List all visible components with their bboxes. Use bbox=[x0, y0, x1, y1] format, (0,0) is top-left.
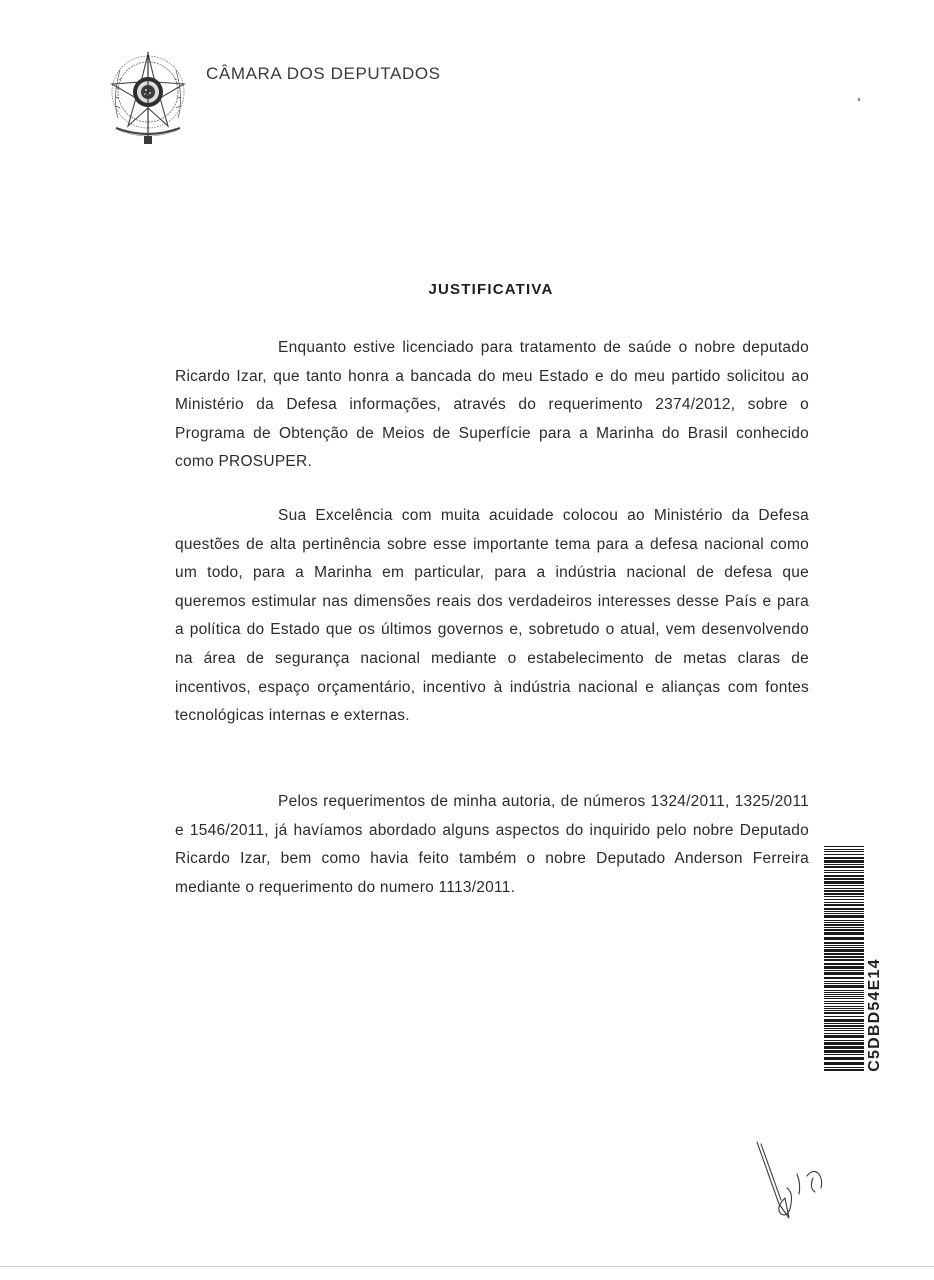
barcode-bar bbox=[824, 1042, 864, 1045]
barcode-icon bbox=[824, 846, 864, 1072]
barcode-bar bbox=[824, 866, 864, 868]
barcode-bar bbox=[824, 959, 864, 961]
barcode-bar bbox=[824, 1012, 864, 1014]
barcode-bar bbox=[824, 937, 864, 940]
barcode-bar bbox=[824, 1016, 864, 1017]
barcode-bar bbox=[824, 924, 864, 926]
barcode-bar bbox=[824, 878, 864, 880]
paragraph-2-text: Sua Excelência com muita acuidade colocou ao Ministério da Defesa questões de alta pertinência sobre esse importante tema para a defesa nacional como um todo, para a Marinha em particular, para a indústria nacional de defesa que queremos estimular nas dimensões reais dos verdadeiros interesses desse País e para a política do Estado que os últimos governos e, sobretudo o atual, vem desenvolvendo na área de segurança nacional mediante o estabelecimento de metas claras de incentivos, espaço orçamentário, incentivo à indústria nacional e alianças com fontes tecnológicas internas e externas. bbox=[175, 507, 809, 725]
barcode-bar bbox=[824, 981, 864, 982]
barcode-bar bbox=[824, 983, 864, 984]
barcode-bar bbox=[824, 872, 864, 873]
barcode-bar bbox=[824, 1006, 864, 1007]
scan-speck bbox=[858, 98, 860, 101]
barcode-bar bbox=[824, 956, 864, 958]
barcode-bar bbox=[824, 990, 864, 991]
page-bottom-edge bbox=[0, 1266, 934, 1267]
barcode-bar bbox=[824, 1010, 864, 1011]
barcode-bar bbox=[824, 920, 864, 921]
barcode-bar bbox=[824, 994, 864, 995]
barcode-bar bbox=[824, 1030, 864, 1031]
barcode-bar bbox=[824, 922, 864, 923]
barcode-bar bbox=[824, 929, 864, 931]
barcode-bar bbox=[824, 857, 864, 859]
handwritten-initials-icon bbox=[745, 1138, 840, 1220]
barcode-bar bbox=[824, 849, 864, 850]
document-title: JUSTIFICATIVA bbox=[428, 281, 554, 298]
barcode-bar bbox=[824, 902, 864, 903]
barcode-bar bbox=[824, 851, 864, 852]
organization-name: CÂMARA DOS DEPUTADOS bbox=[206, 64, 441, 83]
barcode-bar bbox=[824, 888, 864, 889]
barcode-bar bbox=[824, 893, 864, 895]
coat-of-arms-icon bbox=[108, 48, 196, 148]
barcode-bar bbox=[824, 953, 864, 955]
barcode-bar bbox=[824, 890, 864, 892]
barcode-bar bbox=[824, 854, 864, 855]
barcode-bar bbox=[824, 932, 864, 935]
barcode-bar bbox=[824, 963, 864, 965]
barcode-bar bbox=[824, 908, 864, 910]
barcode-bar bbox=[824, 1057, 864, 1060]
barcode-bar bbox=[824, 1050, 864, 1053]
paragraph-1 bbox=[175, 334, 809, 477]
barcode-bar bbox=[824, 1025, 864, 1027]
barcode-bar bbox=[824, 881, 864, 884]
barcode-bar bbox=[824, 885, 864, 886]
barcode-bar bbox=[824, 927, 864, 928]
barcode-bar bbox=[824, 899, 864, 900]
barcode-bar bbox=[824, 860, 864, 863]
barcode-bar bbox=[824, 1019, 864, 1022]
barcode-bar bbox=[824, 996, 864, 997]
barcode-bar bbox=[824, 1003, 864, 1004]
barcode-bar bbox=[824, 1023, 864, 1024]
barcode-bar bbox=[824, 896, 864, 897]
barcode-bar bbox=[824, 1046, 864, 1049]
barcode-bar bbox=[824, 998, 864, 999]
barcode-bar bbox=[824, 949, 864, 952]
barcode-code: C5DBD54E14 bbox=[866, 958, 883, 1072]
barcode-bar bbox=[824, 1062, 864, 1065]
paragraph-1-text: Enquanto estive licenciado para tratamento de saúde o nobre deputado Ricardo Izar, que tanto honra a bancada do meu Estado e do meu partido solicitou ao Ministério da Defesa informações, através do requerimento 2374/2012, sobre o Programa de Obtenção de Meios de Superfície para a Marinha do Brasil conhecido como PROSUPER. bbox=[175, 339, 809, 471]
barcode-bar bbox=[824, 942, 864, 944]
barcode-bar bbox=[824, 846, 864, 847]
barcode-bar bbox=[824, 1001, 864, 1002]
barcode-bar bbox=[824, 1040, 864, 1041]
paragraph-3-text: Pelos requerimentos de minha autoria, de números 1324/2011, 1325/2011 e 1546/2011, já havíamos abordado alguns aspectos do inquirido pelo nobre Deputado Ricardo Izar, bem como havia feito também o nobre Deputado Anderson Ferreira mediante o requerimento do numero 1113/2011. bbox=[175, 793, 809, 896]
barcode-bar bbox=[824, 966, 864, 969]
barcode-bar bbox=[824, 864, 864, 865]
barcode-bar bbox=[824, 1067, 864, 1068]
barcode-bar bbox=[824, 977, 864, 979]
barcode-bar bbox=[824, 992, 864, 993]
barcode-bar bbox=[824, 875, 864, 877]
barcode-bar bbox=[824, 904, 864, 906]
barcode-bar bbox=[824, 911, 864, 912]
barcode-bar bbox=[824, 1028, 864, 1029]
barcode-bar bbox=[824, 972, 864, 975]
barcode-bar bbox=[824, 945, 864, 946]
barcode-bar bbox=[824, 1035, 864, 1038]
paragraph-3 bbox=[175, 788, 809, 902]
paragraph-2 bbox=[175, 502, 809, 731]
barcode-bar bbox=[824, 915, 864, 918]
barcode-bar bbox=[824, 985, 864, 988]
barcode-bar bbox=[824, 1069, 864, 1071]
barcode-bar bbox=[824, 913, 864, 914]
barcode-bar bbox=[824, 870, 864, 871]
barcode-bar bbox=[824, 1008, 864, 1009]
barcode-bar bbox=[824, 1054, 864, 1055]
barcode-bar bbox=[824, 947, 864, 948]
barcode-bar bbox=[824, 1033, 864, 1034]
barcode-bar bbox=[824, 970, 864, 971]
